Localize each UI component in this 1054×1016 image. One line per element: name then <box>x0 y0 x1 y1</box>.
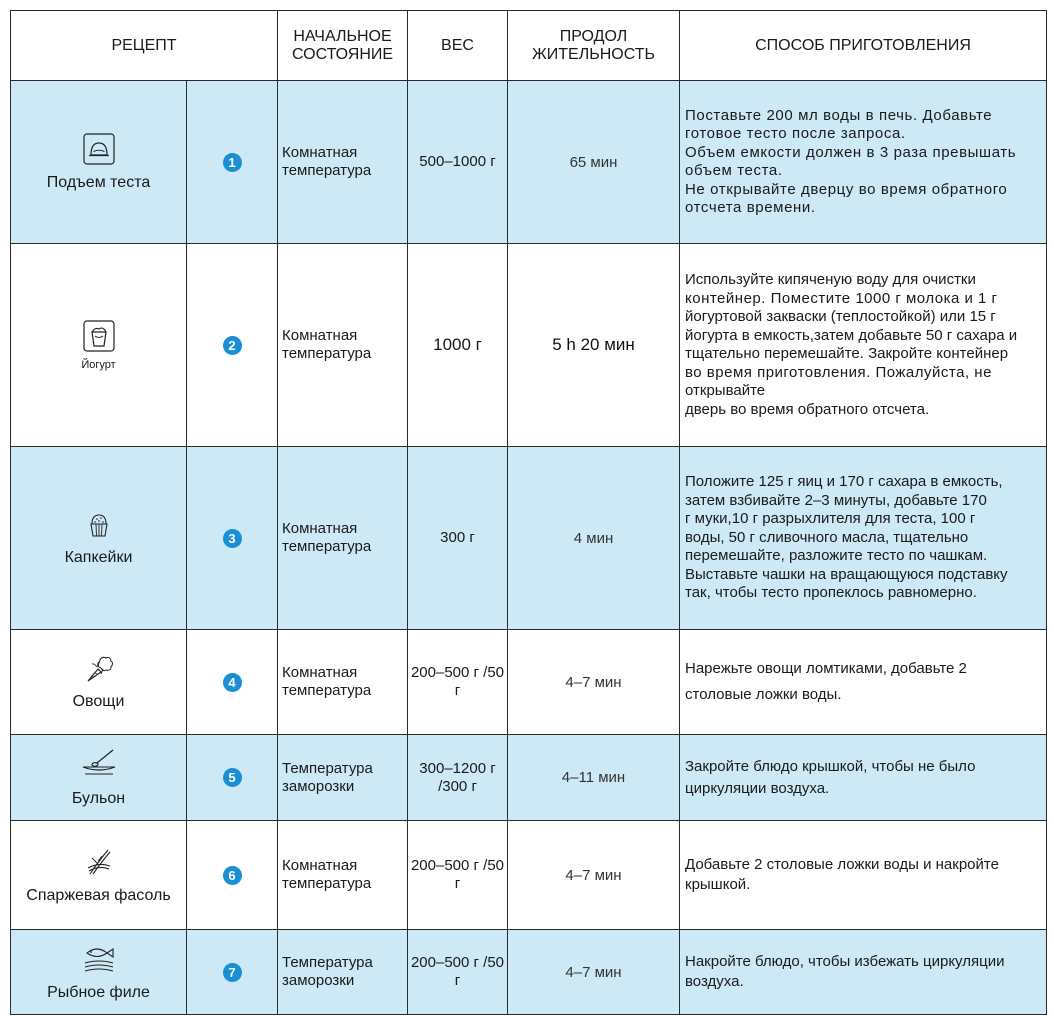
step-number-badge: 6 <box>223 866 242 885</box>
recipe-name: Овощи <box>72 692 125 710</box>
asparagus-bean-icon <box>84 846 114 883</box>
recipe-cell <box>11 821 187 930</box>
weight-value: 200–500 г /50 г <box>408 821 508 930</box>
recipes-table <box>10 10 1047 1015</box>
method-text: Добавьте 2 столовые ложки воды и накройте крышкой. <box>680 821 1047 930</box>
broth-icon <box>79 747 119 786</box>
table-row <box>11 735 1047 821</box>
table-row <box>11 630 1047 735</box>
method-text: Используйте кипяченую воду для очистки контейнер. Поместите 1000 г молока и 1 г йогуртовой закваски (теплостойкой) или 15 г йогурта в емкость,затем добавьте 50 г сахара и тщательно перемешайте. Закройте контейнер во время приготовления. Пожалуйста, не открывайте дверь во время обратного отсчета. <box>680 244 1047 447</box>
recipe-cell <box>11 930 187 1015</box>
header-row <box>11 11 1047 81</box>
duration-value: 4–7 мин <box>508 821 680 930</box>
table-row <box>11 81 1047 244</box>
method-text: Накройте блюдо, чтобы избежать циркуляции воздуха. <box>680 930 1047 1015</box>
initial-state: Комнатная температура <box>278 821 408 930</box>
initial-state: Комнатная температура <box>278 447 408 630</box>
initial-state: Комнатная температура <box>278 630 408 735</box>
header-recipe: РЕЦЕПТ <box>11 11 278 81</box>
recipe-name: Бульон <box>71 790 126 807</box>
step-number-badge: 7 <box>223 963 242 982</box>
weight-value: 1000 г <box>408 244 508 447</box>
initial-state: Комнатная температура <box>278 244 408 447</box>
initial-state: Комнатная температура <box>278 81 408 244</box>
step-number-badge: 5 <box>223 768 242 787</box>
step-number-badge: 3 <box>223 529 242 548</box>
weight-value: 500–1000 г <box>408 81 508 244</box>
recipe-cell <box>11 244 187 447</box>
recipe-cell <box>11 735 187 821</box>
recipe-cell <box>11 81 187 244</box>
step-number-badge: 1 <box>223 153 242 172</box>
yogurt-icon <box>83 320 115 357</box>
recipe-name: Подъем теста <box>46 173 151 191</box>
recipe-name: Спаржевая фасоль <box>26 886 171 904</box>
cupcake-icon <box>84 510 114 545</box>
method-text: Положите 125 г яиц и 170 г сахара в емкость, затем взбивайте 2–3 минуты, добавьте 170 г муки,10 г разрыхлителя для теста, 100 г воды, 50 г сливочного масла, тщательно перемешайте, разложите тесто по чашкам. Выставьте чашки на вращающуюся подставку так, чтобы тесто пропеклось равномерно. <box>680 447 1047 630</box>
weight-value: 300 г <box>408 447 508 630</box>
recipe-name: Йогурт <box>81 358 116 371</box>
step-number-badge: 2 <box>223 336 242 355</box>
header-initial-state: НАЧАЛЬНОЕ СОСТОЯНИЕ <box>278 11 408 81</box>
method-text: Поставьте 200 мл воды в печь. Добавьте готовое тесто после запроса. Объем емкости должен в 3 раза превышать объем теста. Не открывайте дверцу во время обратного отсчета времени. <box>680 81 1047 244</box>
weight-value: 300–1200 г /300 г <box>408 735 508 821</box>
table-row <box>11 930 1047 1015</box>
dough-rising-icon <box>83 133 115 170</box>
table-row <box>11 821 1047 930</box>
method-text: Закройте блюдо крышкой, чтобы не было циркуляции воздуха. <box>680 735 1047 821</box>
recipe-cell <box>11 447 187 630</box>
duration-value: 4–7 мин <box>508 630 680 735</box>
duration-value: 5 h 20 мин <box>508 244 680 447</box>
method-text: Нарежьте овощи ломтиками, добавьте 2 столовые ложки воды. <box>680 630 1047 735</box>
recipe-name: Капкейки <box>64 548 133 566</box>
duration-value: 4–11 мин <box>508 735 680 821</box>
table-row <box>11 244 1047 447</box>
duration-value: 65 мин <box>508 81 680 244</box>
duration-value: 4 мин <box>508 447 680 630</box>
fish-fillet-icon <box>81 943 117 980</box>
initial-state: Температура заморозки <box>278 930 408 1015</box>
vegetables-icon <box>83 654 115 689</box>
weight-value: 200–500 г /50 г <box>408 630 508 735</box>
header-duration: ПРОДОЛ ЖИТЕЛЬНОСТЬ <box>508 11 680 81</box>
table-row <box>11 447 1047 630</box>
duration-value: 4–7 мин <box>508 930 680 1015</box>
recipe-cell <box>11 630 187 735</box>
recipe-name: Рыбное филе <box>47 983 150 1001</box>
weight-value: 200–500 г /50 г <box>408 930 508 1015</box>
header-weight: ВЕС <box>408 11 508 81</box>
step-number-badge: 4 <box>223 673 242 692</box>
header-method: СПОСОБ ПРИГОТОВЛЕНИЯ <box>680 11 1047 81</box>
initial-state: Температура заморозки <box>278 735 408 821</box>
